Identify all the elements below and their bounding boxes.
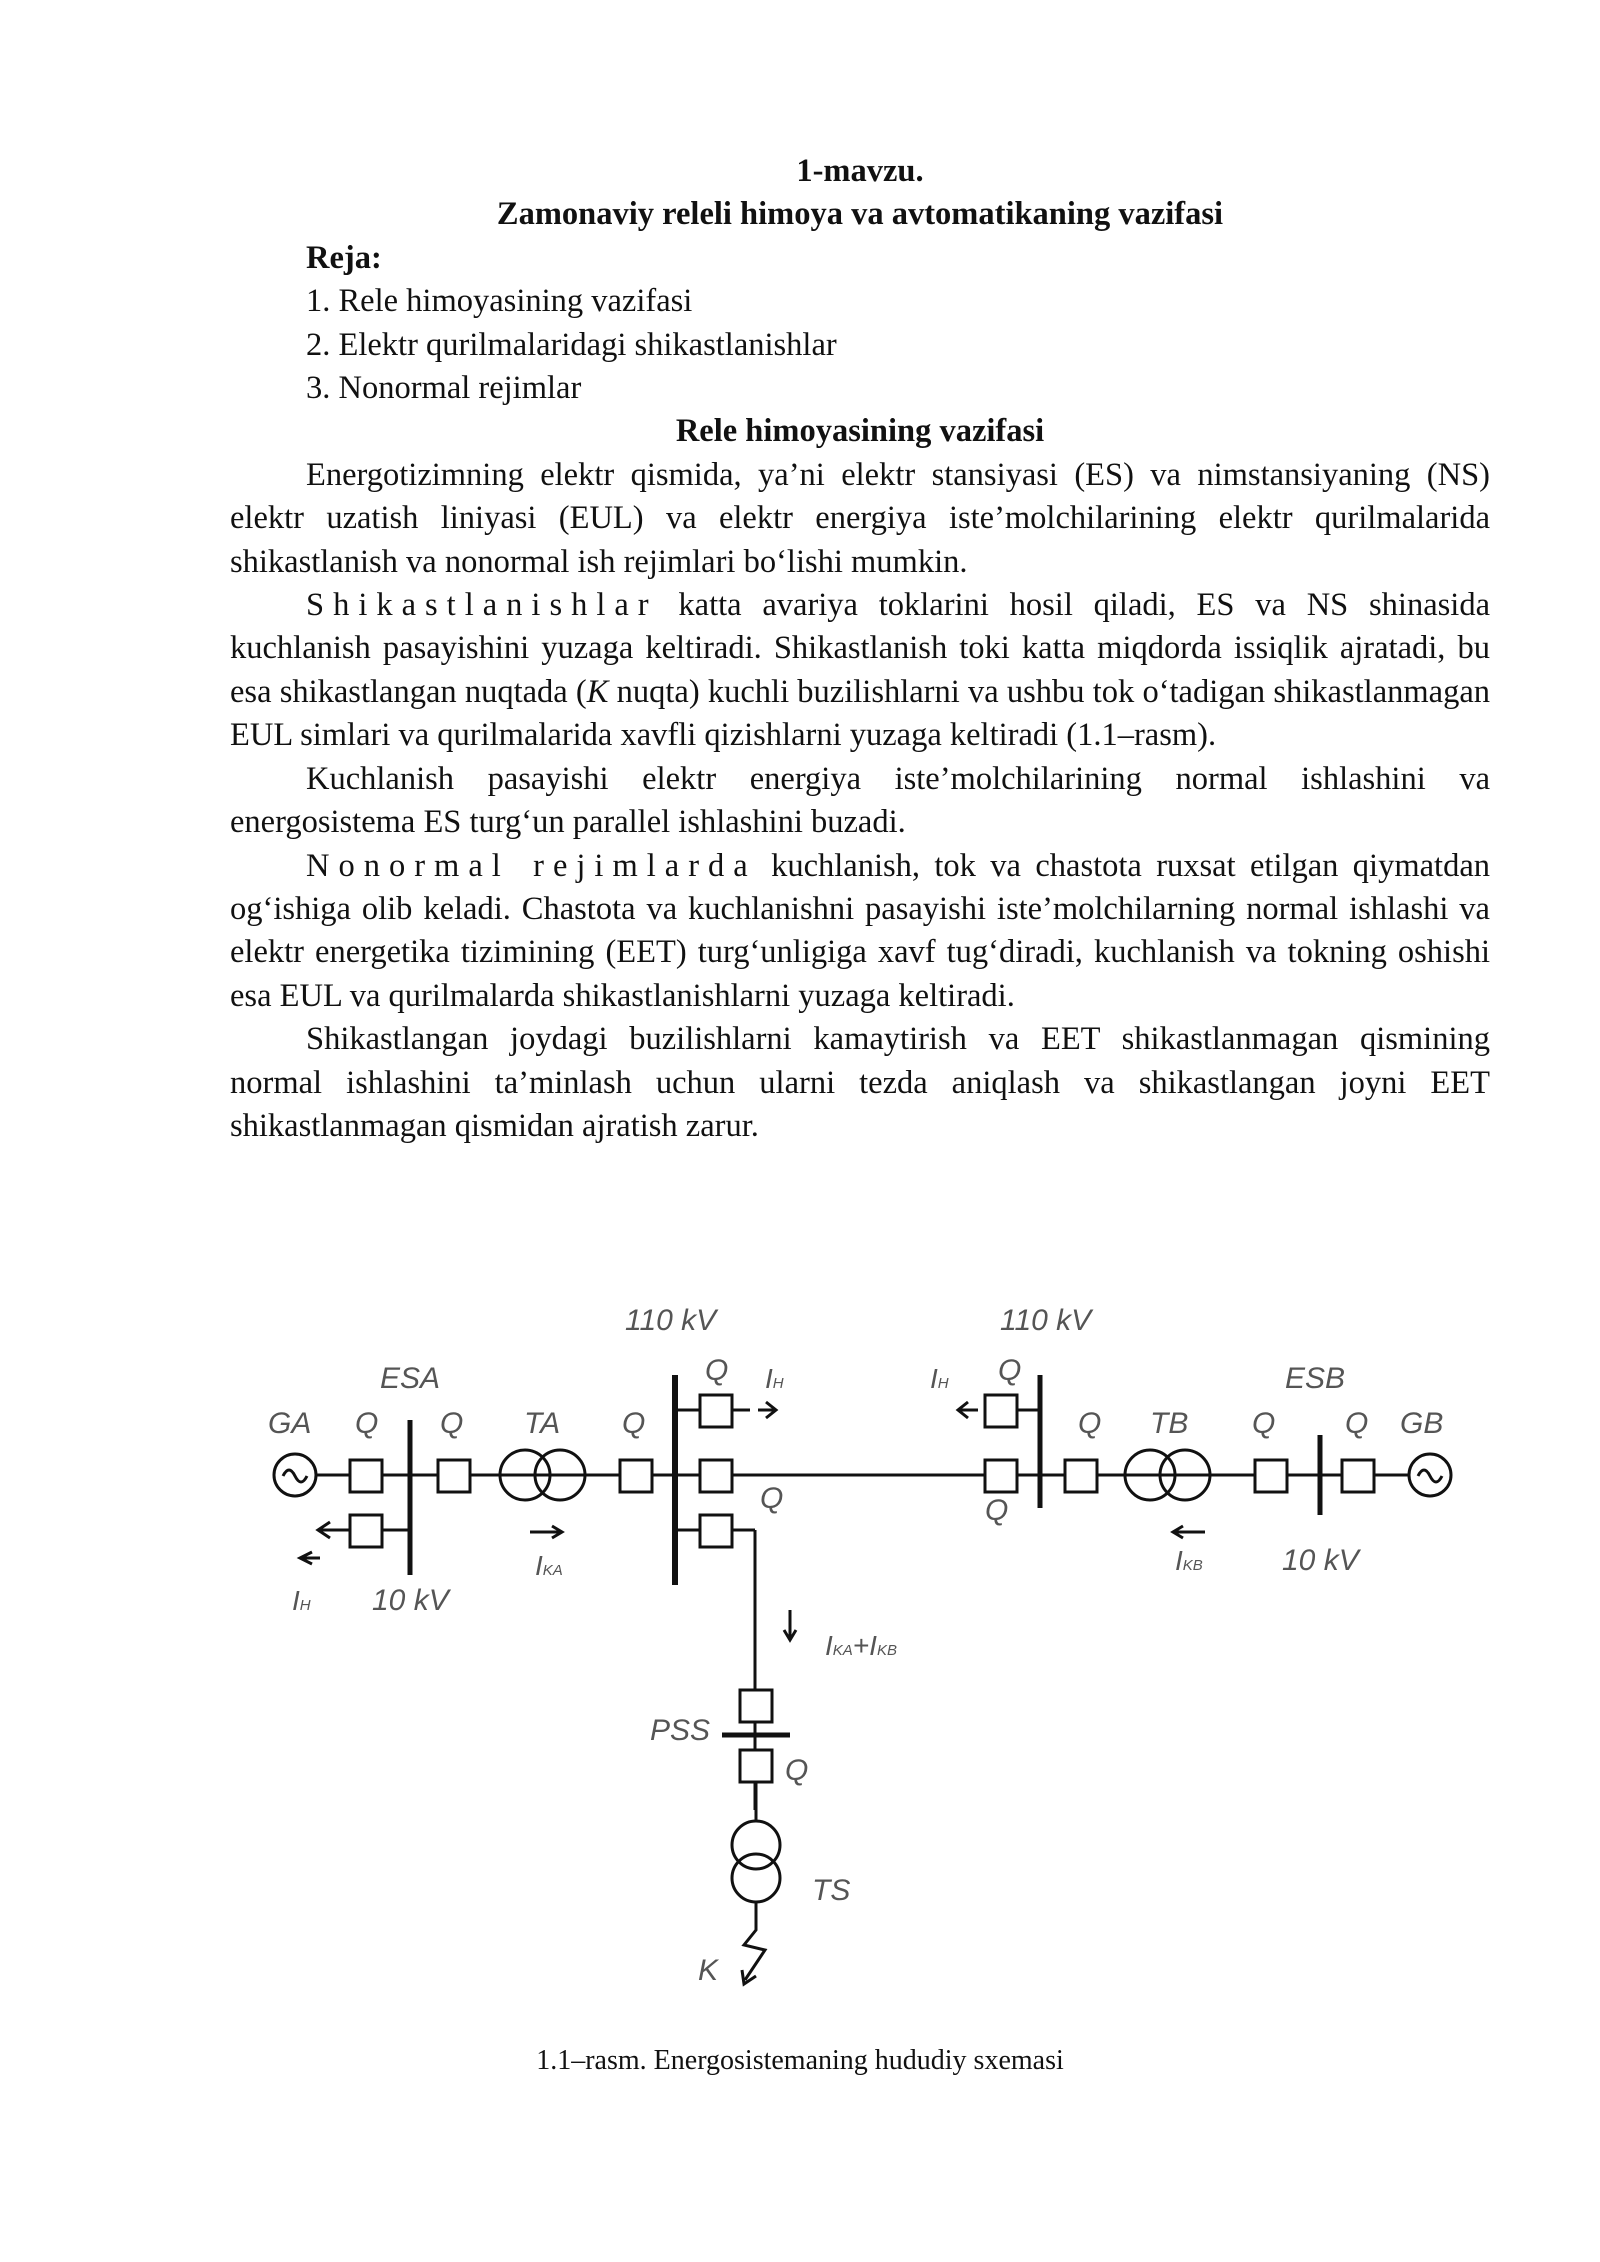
station-esb-label: ESB <box>1285 1362 1346 1395</box>
paragraph-5: Shikastlangan joydagi buzilishlarni kamaytirish va EET shikastlanmagan qismining normal ishlashini ta’minlash uchun ularni tezda aniqlash va shikastlangan joyni EET shikastlanmagan qismidan ajratish zarur. <box>230 1021 1490 1144</box>
generator-ga-label: GA <box>268 1407 312 1440</box>
plan-label: Reja: <box>306 239 382 276</box>
breaker-q <box>740 1750 772 1782</box>
topic-number: 1-mavzu. <box>796 153 924 189</box>
section-title: Rele himoyasining vazifasi <box>675 413 1045 450</box>
current-ih-label: IH <box>930 1363 949 1394</box>
spaced-term: Nonormal rejimlarda <box>306 847 757 884</box>
document-page <box>230 150 1490 1148</box>
ih-arrow <box>958 1402 978 1418</box>
plan-item: 1. Rele himoyasining vazifasi <box>306 283 693 320</box>
power-system-diagram <box>0 1290 1600 2060</box>
substation-pss-label: PSS <box>650 1714 711 1747</box>
breaker-q <box>700 1515 732 1547</box>
current-ika-label: IKA <box>535 1550 563 1581</box>
breaker-label: Q <box>622 1407 646 1440</box>
generator-gb-label: GB <box>1400 1407 1444 1440</box>
breaker-q <box>438 1460 470 1492</box>
diagram-svg <box>0 1290 1600 2060</box>
voltage-10kv-right: 10 kV <box>1282 1544 1359 1577</box>
breaker-q <box>350 1515 382 1547</box>
paragraph-2 <box>230 584 1490 758</box>
transformer-tb-label: TB <box>1150 1407 1189 1440</box>
voltage-10kv-left: 10 kV <box>372 1584 449 1617</box>
breaker-q <box>1065 1460 1097 1492</box>
voltage-110kv-right: 110 kV <box>1000 1304 1092 1337</box>
breaker-label: Q <box>785 1754 809 1787</box>
voltage-110kv-left: 110 kV <box>625 1304 717 1337</box>
breaker-q <box>1342 1460 1374 1492</box>
breaker-q <box>350 1460 382 1492</box>
current-ih-label: IH <box>765 1363 784 1394</box>
breaker-label: Q <box>440 1407 464 1440</box>
ika-arrow <box>530 1526 562 1538</box>
paragraph-2-text-b: nuqta) kuchli buzilishlarni va ushbu tok o‘tadigan shikastlanmagan EUL simlari va qurilmalarida xavfli qizishlarni yuzaga keltiradi (1.1–rasm). <box>230 673 1490 754</box>
ikb-arrow <box>1173 1526 1205 1538</box>
breaker-q <box>700 1460 732 1492</box>
transformer-ts <box>732 1854 780 1902</box>
ih-arrow <box>758 1402 776 1418</box>
paragraph-4-text: kuchlanish, tok va chastota ruxsat etilgan qiymatdan og‘ishiga olib keladi. Chastota va kuchlanishni pasayishi iste’molchilarning normal ishlashi va elektr energetika tizimining (EET) turg‘unligiga xavf tug‘diradi, kuchlanish va tokning oshishi esa EUL va qurilmalarda shikastlanishlarni yuzaga keltiradi. <box>230 847 1490 1014</box>
plan-item: 2. Elektr qurilmalaridagi shikastlanishlar <box>306 326 837 363</box>
transformer-ta-label: TA <box>524 1407 561 1440</box>
current-ih-label: IH <box>292 1585 311 1616</box>
paragraph-3: Kuchlanish pasayishi elektr energiya iste’molchilarining normal ishlashini va energosistema ES turg‘un parallel ishlashini buzadi. <box>230 760 1490 841</box>
breaker-label: Q <box>998 1354 1022 1387</box>
paragraph-2-text-a: katta avariya toklarini hosil qiladi, ES va NS shinasida kuchlanish pasayishini yuzaga keltiradi. Shikastlanish toki katta miqdorda issiqlik ajratadi, bu esa shikastlangan nuqtada ( <box>230 587 1490 710</box>
breaker-label: Q <box>1252 1407 1276 1440</box>
fault-k-label: K <box>698 1954 719 1987</box>
breaker-q <box>1255 1460 1287 1492</box>
current-sum-label: IKA+IKB <box>825 1630 897 1661</box>
breaker-label: Q <box>985 1494 1009 1527</box>
figure-caption: 1.1–rasm. Energosistemaning hududiy sxemasi <box>536 2045 1064 2076</box>
breaker-label: Q <box>760 1482 784 1515</box>
current-ikb-label: IKB <box>1175 1545 1203 1576</box>
breaker-q <box>985 1395 1017 1427</box>
paragraph-1: Energotizimning elektr qismida, ya’ni elektr stansiyasi (ES) va nimstansiyaning (NS) elektr uzatish liniyasi (EUL) va elektr energiya iste’molchilarining elektr qurilmalarida shikastlanish va nonormal ish rejimlari bo‘lishi mumkin. <box>230 456 1490 580</box>
breaker-pss <box>740 1690 772 1722</box>
station-esa-label: ESA <box>380 1362 441 1395</box>
fault-k-symbol <box>744 1902 765 1980</box>
breaker-label: Q <box>705 1354 729 1387</box>
breaker-q <box>985 1460 1017 1492</box>
breaker-label: Q <box>1345 1407 1369 1440</box>
breaker-label: Q <box>355 1407 379 1440</box>
paragraph-4 <box>230 845 1490 1019</box>
spaced-term: Shikastlanishlar <box>306 587 658 624</box>
k-point-label: K <box>586 673 609 710</box>
breaker-label: Q <box>1078 1407 1102 1440</box>
plan-item: 3. Nonormal rejimlar <box>306 370 582 407</box>
transformer-ts-label: TS <box>812 1874 851 1907</box>
ika-ikb-arrow <box>784 1610 796 1640</box>
breaker-q <box>700 1395 732 1427</box>
breaker-q <box>620 1460 652 1492</box>
topic-title: Zamonaviy releli himoya va avtomatikaning vazifasi <box>496 196 1224 233</box>
